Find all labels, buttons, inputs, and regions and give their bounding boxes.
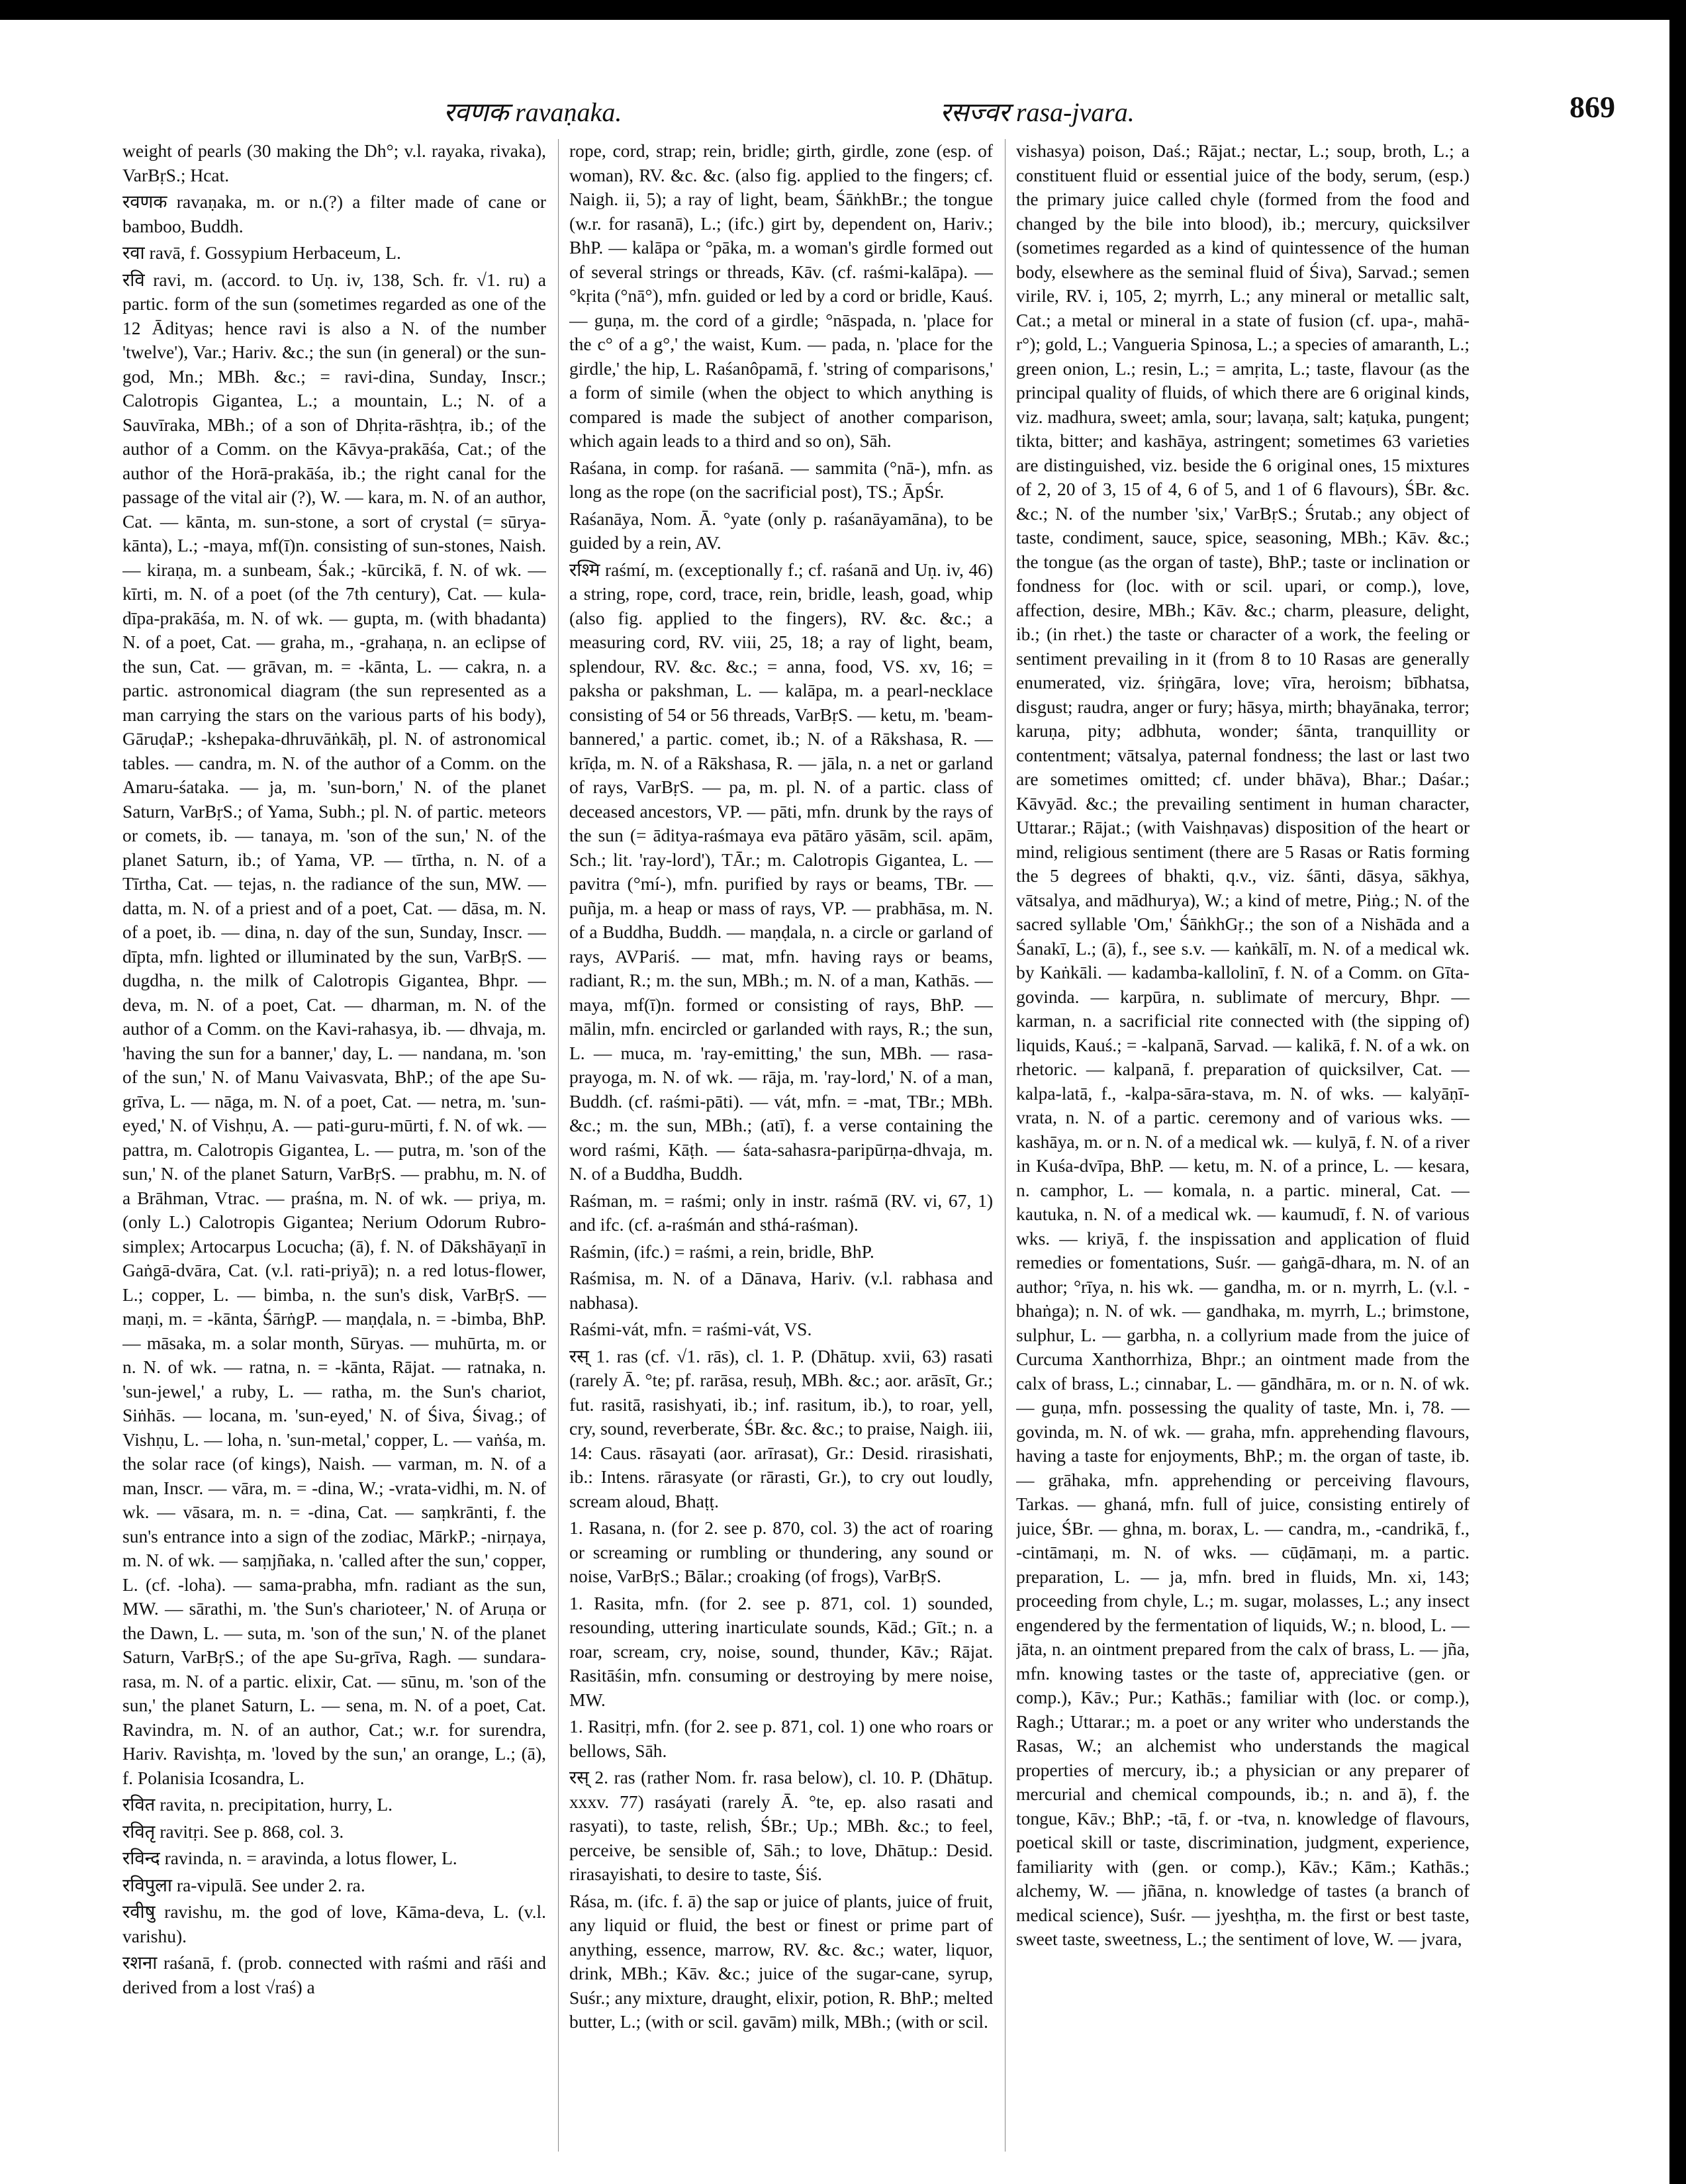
dictionary-column-1 <box>122 139 546 2152</box>
entry-paragraph: Raśana, in comp. for raśanā. — sammita (°nā-), mfn. as long as the rope (on the sacrificial post), TS.; ĀpŚr. <box>569 457 993 502</box>
entry-paragraph: रविपुला ra-vipulā. See under 2. ra. <box>122 1874 365 1895</box>
header-left-guideword: रवणक ravaṇaka. <box>444 97 622 127</box>
entry-paragraph: rope, cord, strap; rein, bridle; girth, girdle, zone (esp. of woman), RV. &c. &c. (also fig. applied to the fingers; cf. Naigh. ii, 5); a ray of light, beam, ŚāṅkhBr.; the tongue (w.r. for rasanā), L.; (ifc.) girt by, dependent on, Hariv.; BhP. — kalāpa or °pāka, m. a woman's girdle formed out of several strings or threads, Kāv. (cf. raśmi-kalāpa). — °kṛita (°nā°), mfn. guided or led by a cord or bridle, Kauś. — guṇa, m. the cord of a girdle; °nāspada, n. 'place for the c° of a g°,' the waist, Kum. — pada, n. 'place for the girdle,' the hip, L. Raśanôpamā, f. 'string of comparisons,' a form of simile (when the object to which anything is compared is made the subject of another comparison, which again leads to a third and so on), Sāh. <box>569 140 993 451</box>
entry-paragraph: Raśmi-vát, mfn. = raśmi-vát, VS. <box>569 1319 812 1339</box>
entry-paragraph: 1. Rasitṛi, mfn. (for 2. see p. 871, col. 1) one who roars or bellows, Sāh. <box>569 1716 993 1761</box>
entry-paragraph: रविन्द ravinda, n. = aravinda, a lotus flower, L. <box>122 1848 457 1868</box>
entry-paragraph: रवीषु ravishu, m. the god of love, Kāma-deva, L. (v.l. varishu). <box>122 1901 546 1946</box>
entry-paragraph: Raśanāya, Nom. Ā. °yate (only p. raśanāyamāna), to be guided by a rein, AV. <box>569 508 993 553</box>
entry-paragraph: रस् 1. ras (cf. √1. rās), cl. 1. P. (Dhātup. xvii, 63) rasati (rarely Ā. °te; pf. rarāsa, resuḥ, MBh. &c.; aor. arāsīt, Gr.; fut. rasitā, rasishyati, ib.; inf. rasitum, ib.), to roar, yell, cry, sound, reverberate, ŚBr. &c. &c.; to praise, Naigh. iii, 14: Caus. rāsayati (aor. arīrasat), Gr.: Desid. rirasishati, ib.: Intens. rārasyate (or rārasti, Gr.), to cry out loudly, scream aloud, Bhaṭṭ. <box>569 1345 993 1511</box>
entry-paragraph: रवणक ravaṇaka, m. or n.(?) a filter made of cane or bamboo, Buddh. <box>122 191 546 236</box>
entry-paragraph: रवित ravita, n. precipitation, hurry, L. <box>122 1794 393 1815</box>
header-right-guideword: रसज्वर rasa-jvara. <box>940 97 1135 127</box>
entry-paragraph: रवि ravi, m. (accord. to Uṇ. iv, 138, Sch. fr. √1. ru) a partic. form of the sun (sometimes regarded as one of the 12 Ādityas; hence ravi is also a N. of the number 'twelve'), Var.; Hariv. &c.; the sun (in general) or the sun-god, Mn.; MBh. &c.; = ravi-dina, Sunday, Inscr.; Calotropis Gigantea, L.; a mountain, L.; N. of a Sauvīraka, MBh.; of a son of Dhṛita-rāshṭra, ib.; of the author of a Comm. on the Kāvya-prakāśa, Cat.; of the author of the Horā-prakāśa, ib.; the right canal for the passage of the vital air (?), W. — kara, m. N. of an author, Cat. — kānta, m. sun-stone, a sort of crystal (= sūrya-kānta), L.; -maya, mf(ī)n. consisting of sun-stones, Naish. — kiraṇa, m. a sunbeam, Śak.; -kūrcikā, f. N. of wk. — kīrti, m. N. of a poet (of the 7th century), Cat. — kula-dīpa-prakāśa, m. N. of wk. — gupta, m. (with bhadanta) N. of a poet, Cat. — graha, m., -grahaṇa, n. an eclipse of the sun, Cat. — grāvan, m. = -kānta, L. — cakra, n. a partic. astronomical diagram (the sun represented as a man carrying the stars on the various parts of his body), GāruḍaP.; -kshepaka-dhruvāṅkāḥ, pl. N. of astronomical tables. — candra, m. N. of the author of a Comm. on the Amaru-śataka. — ja, m. 'sun-born,' N. of the planet Saturn, VarBṛS.; of Yama, Subh.; pl. N. of partic. meteors or comets, ib. — tanaya, m. 'son of the sun,' N. of the planet Saturn, ib.; of Yama, VP. — tīrtha, n. N. of a Tīrtha, Cat. — tejas, n. the radiance of the sun, MW. — datta, m. N. of a priest and of a poet, Cat. — dāsa, m. N. of a poet, ib. — dina, n. day of the sun, Sunday, Inscr. — dīpta, mfn. lighted or illuminated by the sun, VarBṛS. — dugdha, n. the milk of Calotropis Gigantea, Bhpr. — deva, m. N. of a poet, Cat. — dharman, m. N. of the author of a Comm. on the Kavi-rahasya, ib. — dhvaja, m. 'having the sun for a banner,' day, L. — nandana, m. 'son of the sun,' N. of Manu Vaivasvata, BhP.; of the ape Su-grīva, L. — nāga, m. N. of a poet, Cat. — netra, m. 'sun-eyed,' N. of Vishṇu, A. — pati-guru-mūrti, f. N. of wk. — pattra, m. Calotropis Gigantea, L. — putra, m. 'son of the sun,' N. of the planet Saturn, VarBṛS. — prabhu, m. N. of a Brāhman, Vtrac. — praśna, m. N. of wk. — priya, m. (only L.) Calotropis Gigantea; Nerium Odorum Rubro-simplex; Artocarpus Locucha; (ā), f. N. of Dākshāyaṇī in Gaṅgā-dvāra, Cat. (v.l. rati-priyā); n. a red lotus-flower, L.; copper, L. — bimba, n. the sun's disk, VarBṛS. — maṇi, m. = -kānta, ŚārṅgP. — maṇḍala, n. = -bimba, BhP. — māsaka, m. a solar month, Sūryas. — muhūrta, m. or n. N. of wk. — ratna, n. = -kānta, Rājat. — ratnaka, n. 'sun-jewel,' a ruby, L. — ratha, m. the Sun's chariot, Siṅhās. — locana, m. 'sun-eyed,' N. of Śiva, Śivag.; of Vishṇu, L. — loha, n. 'sun-metal,' copper, L. — vaṅśa, m. the solar race (of kings), Naish. — varman, m. N. of a man, Inscr. — vāra, m. = -dina, W.; -vrata-vidhi, m. N. of wk. — vāsara, m. n. = -dina, Cat. — saṃkrānti, f. the sun's entrance into a sign of the zodiac, MārkP.; -nirṇaya, m. N. of wk. — saṃjñaka, n. 'called after the sun,' copper, L. (cf. -loha). — sama-prabha, mfn. radiant as the sun, MW. — sārathi, m. 'the Sun's charioteer,' N. of Aruṇa or the Dawn, L. — suta, m. 'son of the sun,' N. of the planet Saturn, VarBṛS.; of the ape Su-grīva, Ragh. — sundara-rasa, m. N. of a partic. elixir, Cat. — sūnu, m. 'son of the sun,' the planet Saturn, L. — sena, m. N. of a poet, Cat. Ravindra, m. N. of an author, Cat.; w.r. for surendra, Hariv. Ravishṭa, m. 'loved by the sun,' an orange, L.; (ā), f. Polanisia Icosandra, L. <box>122 269 546 1788</box>
entry-paragraph: रवा ravā, f. Gossypium Herbaceum, L. <box>122 242 401 263</box>
entry-paragraph: रवितृ ravitṛi. See p. 868, col. 3. <box>122 1821 344 1842</box>
page-number: 869 <box>1569 90 1615 124</box>
dictionary-column-3 <box>1016 139 1470 2152</box>
entry-paragraph: Raśmin, (ifc.) = raśmi, a rein, bridle, BhP. <box>569 1241 874 1262</box>
entry-paragraph: 1. Rasana, n. (for 2. see p. 870, col. 3) the act of roaring or screaming or rumbling or thundering, any sound or noise, VarBṛS.; Bālar.; croaking (of frogs), VarBṛS. <box>569 1517 993 1586</box>
entry-paragraph: vishasya) poison, Daś.; Rājat.; nectar, L.; soup, broth, L.; a constituent fluid or essential juice of the body, serum, (esp.) the primary juice called chyle (formed from the food and changed by the bile into blood), ib.; mercury, quicksilver (sometimes regarded as a kind of quintessence of the human body, elsewhere as the seminal fluid of Śiva), Sarvad.; semen virile, RV. i, 105, 2; myrrh, L.; any mineral or metallic salt, Cat.; a metal or mineral in a state of fusion (cf. upa-, mahā-r°); gold, L.; Vangueria Spinosa, L.; a species of amaranth, L.; green onion, L.; resin, L.; = amṛita, L.; taste, flavour (as the principal quality of fluids, of which there are 6 original kinds, viz. madhura, sweet; amla, sour; lavaṇa, salt; kaṭuka, pungent; tikta, bitter; and kashāya, astringent; sometimes 63 varieties are distinguished, viz. beside the 6 original ones, 15 mixtures of 2, 20 of 3, 15 of 4, 6 of 5, and 1 of 6 flavours), ŚBr. &c. &c.; N. of the number 'six,' VarBṛS.; Śrutab.; any object of taste, condiment, sauce, spice, seasoning, MBh.; Kāv. &c.; the tongue (as the organ of taste), BhP.; taste or inclination or fondness for (loc. with or scil. upari, or comp.), love, affection, desire, MBh.; Kāv. &c.; charm, pleasure, delight, ib.; (in rhet.) the taste or character of a work, the feeling or sentiment prevailing in it (from 8 to 10 Rasas are generally enumerated, viz. śṛiṅgāra, love; vīra, heroism; bībhatsa, disgust; raudra, anger or fury; hāsya, mirth; bhayānaka, terror; karuṇa, pity; adbhuta, wonder; śānta, tranquillity or contentment; vātsalya, paternal fondness; the last or last two are sometimes omitted; cf. under bhāva), Bhar.; Daśar.; Kāvyād. &c.; the prevailing sentiment in human character, Uttarar.; Rājat.; (with Vaishṇavas) disposition of the heart or mind, religious sentiment (there are 5 Rasas or Ratis forming the 5 degrees of bhakti, q.v., viz. śānti, dāsya, sākhya, vātsalya, and mādhurya), W.; a kind of metre, Piṅg.; N. of the sacred syllable 'Om,' ŚāṅkhGṛ.; the son of a Nishāda and a Śanakī, L.; (ā), f., see s.v. — kaṅkālī, m. N. of a medical wk. by Kaṅkāli. — kadamba-kallolinī, f. N. of a Comm. on Gīta-govinda. — karpūra, n. sublimate of mercury, Bhpr. — karman, n. a sacrificial rite connected with (the sipping of) liquids, Kauś.; = -kalpanā, Sarvad. — kalikā, f. N. of a wk. on rhetoric. — kalpanā, f. preparation of quicksilver, Cat. — kalpa-latā, f., -kalpa-sāra-stava, m. N. of wks. — kalyāṇī-vrata, n. N. of a partic. ceremony and of various wks. — kashāya, m. or n. N. of a medical wk. — kulyā, f. N. of a river in Kuśa-dvīpa, BhP. — ketu, m. N. of a prince, L. — kesara, n. camphor, L. — komala, n. a partic. mineral, Cat. — kautuka, n. N. of a medical wk. — kaumudī, f. N. of various wks. — kriyā, f. the inspissation and application of fluid remedies or fomentations, Suśr. — gaṅgā-dhara, m. N. of an author; °rīya, n. his wk. — gandha, m. or n. myrrh, L. (v.l. -bhaṅga); n. N. of wk. — gandhaka, m. myrrh, L.; brimstone, sulphur, L. — garbha, n. a collyrium made from the juice of Curcuma Xanthorrhiza, Bhpr.; an ointment made from the calx of brass, L.; cinnabar, L. — gāndhāra, m. or n. N. of wk. — guṇa, mfn. possessing the quality of taste, Mn. i, 78. — govinda, m. N. of wk. — graha, mfn. apprehending flavours, having a taste for enjoyments, BhP.; m. the organ of taste, ib. — grāhaka, mfn. apprehending or perceiving flavours, Tarkas. — ghaná, mfn. full of juice, consisting entirely of juice, ŚBr. — ghna, m. borax, L. — candra, m., -candrikā, f., -cintāmaṇi, m. N. of wks. — cūḍāmaṇi, m. a partic. preparation, L. — ja, mfn. bred in fluids, Mn. xi, 143; proceeding from chyle, L.; m. sugar, molasses, L.; any insect engendered by the fermentation of liquids, W.; n. blood, L. — jāta, n. an ointment prepared from the calx of brass, L. — jña, mfn. knowing tastes or the taste of, appreciative (gen. or comp.), Kāv.; Pur.; Kathās.; familiar with (loc. or comp.), Ragh.; Uttarar.; m. a poet or any writer who understands the Rasas, W.; an alchemist who understands the magical properties of mercury, ib.; a physician or any preparer of mercurial and chemical compounds, ib.; n. and ā), f. the tongue, Kāv.; BhP.; -tā, f. or -tva, n. knowledge of flavours, poetical skill or taste, discrimination, judgment, experience, familiarity with (gen. or comp.), Kāv.; Kām.; Kathās.; alchemy, W. — jñāna, n. knowledge of tastes (a branch of medical science), Suśr. — jyeshṭha, m. the first or best taste, sweet taste, sweetness, L.; the sentiment of love, W. — jvara, <box>1016 140 1470 1949</box>
right-scan-border <box>1669 0 1686 2184</box>
page-header <box>132 86 1615 139</box>
column-divider <box>558 139 559 2152</box>
entry-paragraph: 1. Rasita, mfn. (for 2. see p. 871, col. 1) sounded, resounding, uttering inarticulate sounds, Kād.; Gīt.; n. a roar, scream, cry, noise, sound, thunder, Kāv.; Rājat. Rasitāśin, mfn. consuming or destroying by mere noise, MW. <box>569 1592 993 1710</box>
entry-paragraph: रश्मि raśmí, m. (exceptionally f.; cf. raśanā and Uṇ. iv, 46) a string, rope, cord, trace, rein, bridle, leash, goad, whip (also fig. applied to the fingers), RV. &c. &c.; a measuring cord, RV. viii, 25, 18; a ray of light, beam, splendour, RV. &c. &c.; = anna, food, VS. xv, 16; = paksha or pakshman, L. — kalāpa, m. a pearl-necklace consisting of 54 or 56 threads, VarBṛS. — ketu, m. 'beam-bannered,' a partic. comet, ib.; N. of a Rākshasa, R. — krīḍa, m. N. of a Rākshasa, R. — jāla, n. a net or garland of rays, VarBṛS. — pa, m. pl. N. of a partic. class of deceased ancestors, VP. — pāti, mfn. drunk by the rays of the sun (= āditya-raśmaya eva pātāro yāsām, scil. apām, Sch.; lit. 'ray-lord'), TĀr.; m. Calotropis Gigantea, L. — pavitra (°mí-), mfn. purified by rays or beams, TBr. — puñja, m. a heap or mass of rays, VP. — prabhāsa, m. N. of a Buddha, Buddh. — maṇḍala, n. a circle or garland of rays, AVPariś. — mat, mfn. having rays or beams, radiant, R.; m. the sun, MBh.; m. N. of a man, Kathās. — maya, mf(ī)n. formed or consisting of rays, BhP. — mālin, mfn. encircled or garlanded with rays, R.; the sun, L. — muca, m. 'ray-emitting,' the sun, MBh. — rasa-prayoga, m. N. of wk. — rāja, m. 'ray-lord,' N. of a man, Buddh. (cf. raśmi-pāti). — vát, mfn. = -mat, TBr.; MBh. &c.; m. the sun, MBh.; (atī), f. a verse containing the word raśmi, Kāṭh. — śata-sahasra-paripūrṇa-dhvaja, m. N. of a Buddha, Buddh. <box>569 559 993 1184</box>
entry-paragraph: Raśman, m. = raśmi; only in instr. raśmā (RV. vi, 67, 1) and ifc. (cf. a-raśmán and sthá-raśman). <box>569 1190 993 1235</box>
entry-paragraph: रस् 2. ras (rather Nom. fr. rasa below), cl. 10. P. (Dhātup. xxxv. 77) rasáyati (rarely Ā. °te, ep. also rasati and rasyati), to taste, relish, ŚBr.; Up.; MBh. &c.; to feel, perceive, be sensible of, Sāh.; to love, Dhātup.: Desid. rirasayishati, to desire to taste, Śiś. <box>569 1767 993 1884</box>
dictionary-column-2 <box>569 139 993 2152</box>
entry-paragraph: Raśmisa, m. N. of a Dānava, Hariv. (v.l. rabhasa and nabhasa). <box>569 1268 993 1313</box>
top-scan-border <box>0 0 1686 20</box>
entry-paragraph: रशना raśanā, f. (prob. connected with raśmi and rāśi and derived from a lost √raś) a <box>122 1952 546 1997</box>
entry-paragraph: Rása, m. (ifc. f. ā) the sap or juice of plants, juice of fruit, any liquid or fluid, the best or finest or prime part of anything, essence, marrow, RV. &c. &c.; water, liquor, drink, MBh.; Kāv. &c.; juice of the sugar-cane, syrup, Suśr.; any mixture, draught, elixir, potion, R. BhP.; melted butter, L.; (with or scil. gavām) milk, MBh.; (with or scil. <box>569 1890 993 2032</box>
column-divider <box>1005 139 1006 2152</box>
entry-paragraph: weight of pearls (30 making the Dh°; v.l. rayaka, rivaka), VarBṛS.; Hcat. <box>122 140 546 185</box>
